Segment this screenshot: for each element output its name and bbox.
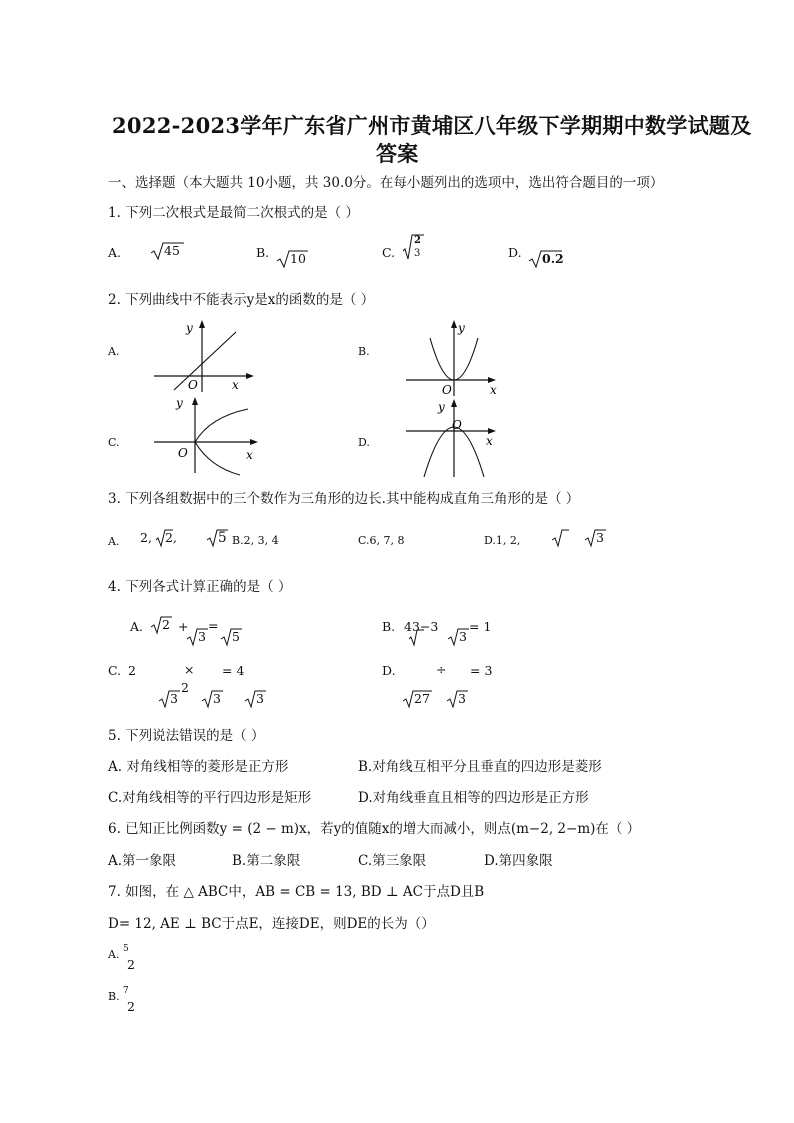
q1-option-a-label: A.: [108, 245, 122, 260]
question-3-stem: 3. 下列各组数据中的三个数作为三角形的边长.其中能构成直角三角形的是（ ）: [108, 491, 580, 507]
question-1-stem: 1. 下列二次根式是最简二次根式的是（ ）: [108, 205, 359, 221]
q7-option-a-numerator: 5: [123, 944, 129, 954]
q4-option-b-equals: = 1: [469, 619, 492, 634]
q4-option-d-divide: ÷: [436, 662, 447, 677]
question-7-stem-line1: 7. 如图，在 △ ABC中，AB = CB = 13, BD ⊥ AC于点D且B: [108, 884, 485, 900]
q2-graph-c: [150, 395, 264, 477]
q3-option-a-radical-1: 2,: [155, 528, 177, 548]
q6-option-c: C.第三象限: [358, 853, 427, 869]
q4-option-c-radical-1: 3: [158, 689, 180, 709]
q4-option-a-plus: +: [178, 619, 189, 634]
q2b-x-label: x: [490, 383, 497, 397]
q4-option-d-radical-1: 27: [402, 689, 432, 709]
question-2-stem: 2. 下列曲线中不能表示y是x的函数的是（ ）: [108, 292, 375, 308]
q6-option-b: B.第二象限: [232, 853, 301, 869]
q2-graph-a: [150, 318, 260, 394]
q4-option-c-label: C.: [108, 663, 122, 678]
q1-option-c-label: C.: [382, 245, 396, 260]
q2-graph-d: [402, 397, 502, 479]
q4-option-d-label: D.: [382, 663, 396, 678]
q7-option-a-denominator: 2: [127, 957, 135, 972]
q3-option-a-text: 2,: [140, 530, 152, 545]
q2-option-b-label: B.: [358, 345, 370, 358]
q2-option-c-label: C.: [108, 436, 120, 449]
q4-option-b-text: 43−3: [404, 619, 439, 634]
q4-option-b-radical: 3: [447, 627, 469, 647]
q1-option-d-label: D.: [508, 245, 522, 260]
q2a-origin-label: O: [188, 378, 198, 392]
question-7-stem-line2: D= 12, AE ⊥ BC于点E，连接DE，则DE的长为（）: [108, 916, 435, 932]
q2-graph-b: [402, 318, 502, 398]
q2c-y-label: y: [176, 396, 183, 410]
q1-option-d-radical: 0.2: [528, 249, 562, 269]
q4-option-d-radical-2: 3: [446, 689, 468, 709]
q3-option-b: B.2, 3, 4: [232, 534, 279, 547]
q3-option-c: C.6, 7, 8: [358, 534, 405, 547]
q2b-y-label: y: [458, 321, 465, 335]
q2a-y-label: y: [186, 321, 193, 335]
q5-option-a: A. 对角线相等的菱形是正方形: [108, 759, 289, 775]
q5-option-b: B.对角线互相平分且垂直的四边形是菱形: [358, 759, 602, 775]
q4-option-a-label: A.: [130, 619, 144, 634]
q2a-x-label: x: [232, 378, 239, 392]
q4-option-c-radical-3: 3: [244, 689, 266, 709]
q1-option-a-radical: 45: [150, 241, 184, 261]
question-4-stem: 4. 下列各式计算正确的是（ ）: [108, 579, 292, 595]
q4-option-a-radical-1: 2: [150, 615, 172, 635]
q3-option-d-empty-radical: [551, 528, 571, 548]
q2b-origin-label: O: [442, 383, 452, 397]
q3-option-d: D.1, 2,: [484, 534, 521, 547]
q4-option-c-coef: 2: [128, 663, 136, 678]
q2d-origin-label: O: [452, 418, 462, 432]
q4-option-a-radical-2: 3: [186, 627, 208, 647]
q2c-origin-label: O: [178, 446, 188, 460]
q4-option-b-label: B.: [382, 619, 396, 634]
q3-option-a-label: A.: [108, 535, 120, 548]
q7-option-b-label: B.: [108, 990, 120, 1003]
question-5-stem: 5. 下列说法错误的是（ ）: [108, 728, 265, 744]
q1-option-c-radical: 2 3: [402, 233, 424, 261]
q2-option-d-label: D.: [358, 436, 370, 449]
q7-option-b-denominator: 2: [127, 999, 135, 1014]
q6-option-a: A.第一象限: [108, 853, 177, 869]
q5-option-c: C.对角线相等的平行四边形是矩形: [108, 790, 312, 806]
q2c-x-label: x: [246, 448, 253, 462]
q7-option-b-numerator: 7: [123, 986, 129, 996]
q4-option-c-equals: = 4: [222, 663, 245, 678]
q4-option-d-equals: = 3: [470, 663, 493, 678]
q2-option-a-label: A.: [108, 345, 120, 358]
page-title-line2: 答案: [376, 141, 419, 166]
q6-option-d: D.第四象限: [484, 853, 553, 869]
q3-option-a-radical-2: 5: [206, 528, 228, 548]
q2d-x-label: x: [486, 434, 493, 448]
q3-option-d-radical: 3: [584, 528, 606, 548]
q1-option-b-label: B.: [256, 245, 270, 260]
q7-option-a-label: A.: [108, 948, 120, 961]
q4-option-c-radical-2: 3: [201, 689, 223, 709]
question-6-stem: 6. 已知正比例函数y = (2 − m)x，若y的值随x的增大而减小，则点(m−2, 2−m)在（ ）: [108, 821, 641, 837]
section-heading: 一、选择题（本大题共 10小题，共 30.0分。在每小题列出的选项中，选出符合题目的一项）: [108, 175, 664, 191]
q4-option-c-exponent: 2: [181, 680, 189, 695]
q4-option-c-times: ×: [184, 662, 195, 677]
q5-option-d: D.对角线垂直且相等的四边形是正方形: [358, 790, 589, 806]
q2d-y-label: y: [438, 400, 445, 414]
q4-option-a-equals: =: [208, 618, 219, 633]
q4-option-a-radical-3: 5: [220, 627, 242, 647]
q1-option-b-radical: 10: [276, 249, 308, 269]
page-title-line1: 2022-2023学年广东省广州市黄埔区八年级下学期期中数学试题及: [112, 113, 752, 138]
q4-option-b-empty-radical: [408, 629, 426, 647]
